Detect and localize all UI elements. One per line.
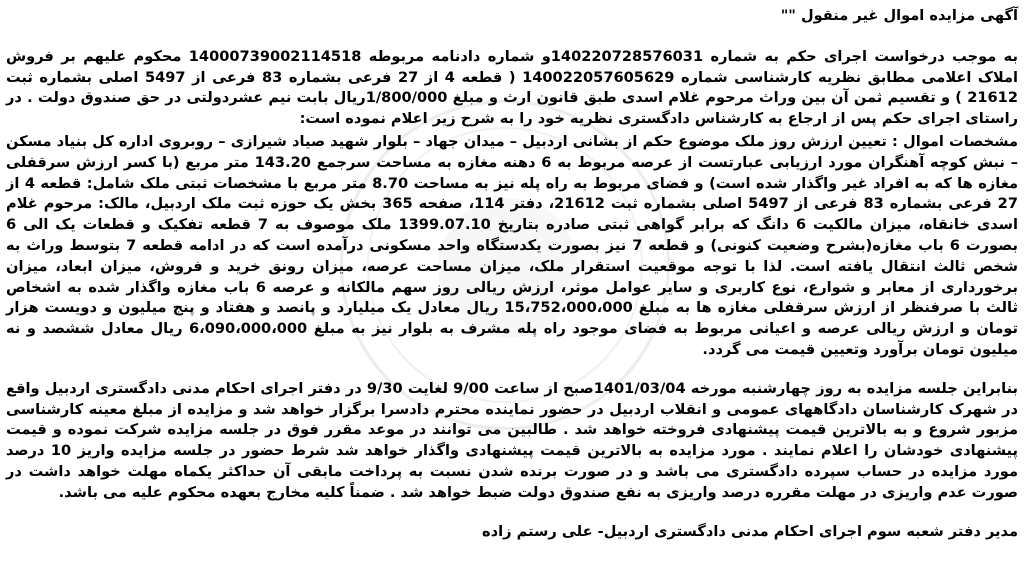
auction-terms-paragraph: بنابراین جلسه مزایده به روز چهارشنبه مورخه 1401/03/04صبح از ساعت 9/00 لغایت 9/30 در دفتر اجرای احکام مدنی دادگستری اردبیل واقع در شهرک کارشناسان دادگاههای عمومی و انقلاب اردبیل در حضور نماینده محترم دادسرا برگزار خواهد شد و مزایده از مبلغ معینه کارشناسی مزبور شروع و به بالاترین قیمت پیشنهادی فروخته خواهد شد . طالبین می توانند در موعد مقرر فوق در جلسه مزایده شرکت نموده و قیمت پیشنهادی خودشان را اعلام نمایند . مورد مزایده به بالاترین قیمت پیشنهادی واگذار خواهد شد شرط حضور در جلسه مزایده واریز 10 درصد مورد مزایده در حساب سپرده دادگستری می باشد و در صورت برنده شدن نسبت به پرداخت مابقی آن حداکثر یکماه مهلت خواهد داشت در صورت عدم واریزی در مهلت مقرره درصد واریزی به نفع صندوق دولت ضبط خواهد شد . ضمناً کلیه مخارج بعهده محکوم علیه می باشد. [6,379,1019,501]
notice-title: آگهی مزایده اموال غیر منقول "" [780,7,1018,24]
property-specs-paragraph: مشخصات اموال : تعیین ارزش روز ملک موضوع حکم از بشانی اردبیل – میدان جهاد – بلوار شهید صیاد شیرازی – روبروی اداره کل بنیاد مسکن – نبش کوچه آهنگران مورد ارزیابی عبارتست از عرصه مربوط به 6 دهنه مغازه به مساحت سرجمع 143.20 متر مربع (با کسر ارزش سرقفلی مغازه ها که به افراد غیر واگذار شده است) و فضای مربوط به راه پله نیز به مساحت 8.70 متر مربع با مشخصات ثبتی ملک شامل: قطعه 4 از 27 فرعی بشماره 83 فرعی از 5497 اصلی بشماره ثبت 21612، دفتر 114، صفحه 365 بخش یک حوزه ثبت ملک اردبیل، مالک: مرحوم غلام اسدی خانقاه، میزان مالکیت 6 دانگ که برابر گواهی ثبتی صادره بتاریخ 1399.07.10 ملک موصوف به 7 قطعه تفکیک و قطعات یک الی 6 بصورت 6 باب مغازه(بشرح وضعیت کنونی) و قطعه 7 نیز بصورت یکدستگاه واحد مسکونی درآمده است که در ادامه قطعه 7 بتوسط وراث به شخص ثالث انتقال یافته است. لذا با توجه موقعیت استقرار ملک، میزان مساحت عرصه، میزان رونق خرید و فروش، میزان ابعاد، میزان برخورداری از معابر و شوارع، نوع کاربری و سایر عوامل موثر، ارزش ریالی روز سهم مالکانه و عرصه 6 باب مغازه واگذار شده به اشخاص ثالث با صرفنظر از ارزش سرقفلی مغازه ها به مبلغ 15،752،000،000 ریال معادل یک میلیارد و پانصد و هفتاد و پنج میلیون و دویست هزار تومان و ارزش ریالی عرصه و اعیانی مربوط به فضای موجود راه پله مشرف به بلوار نیز به مبلغ 6،090،000،000 ریال معادل ششصد و نه میلیون تومان برآورد وتعیین قیمت می گردد. [6,132,1019,358]
signature-line: مدیر دفتر شعبه سوم اجرای احکام مدنی دادگستری اردبیل- علی رستم زاده [482,522,1018,540]
auction-notice [6,6,1018,542]
intro-paragraph: به موجب درخواست اجرای حکم به شماره 140220728576031و شماره دادنامه مربوطه 14000739002114518 محکوم علیهم بر فروش املاک اعلامی مطابق نظریه کارشناسی شماره 140022057605629 ( قطعه 4 از 27 فرعی بشماره 83 فرعی از 5497 اصلی بشماره ثبت 21612 ) و تقسیم ثمن آن بین وراث مرحوم غلام اسدی طبق قانون ارث و مبلغ 1/800/000ریال بابت نیم عشردولتی در حق صندوق دولت . در راستای اجرای حکم پس از ارجاع به کارشناس دادگستری نظریه خود را به شرح زیر اعلام نموده است: [6,47,1018,128]
